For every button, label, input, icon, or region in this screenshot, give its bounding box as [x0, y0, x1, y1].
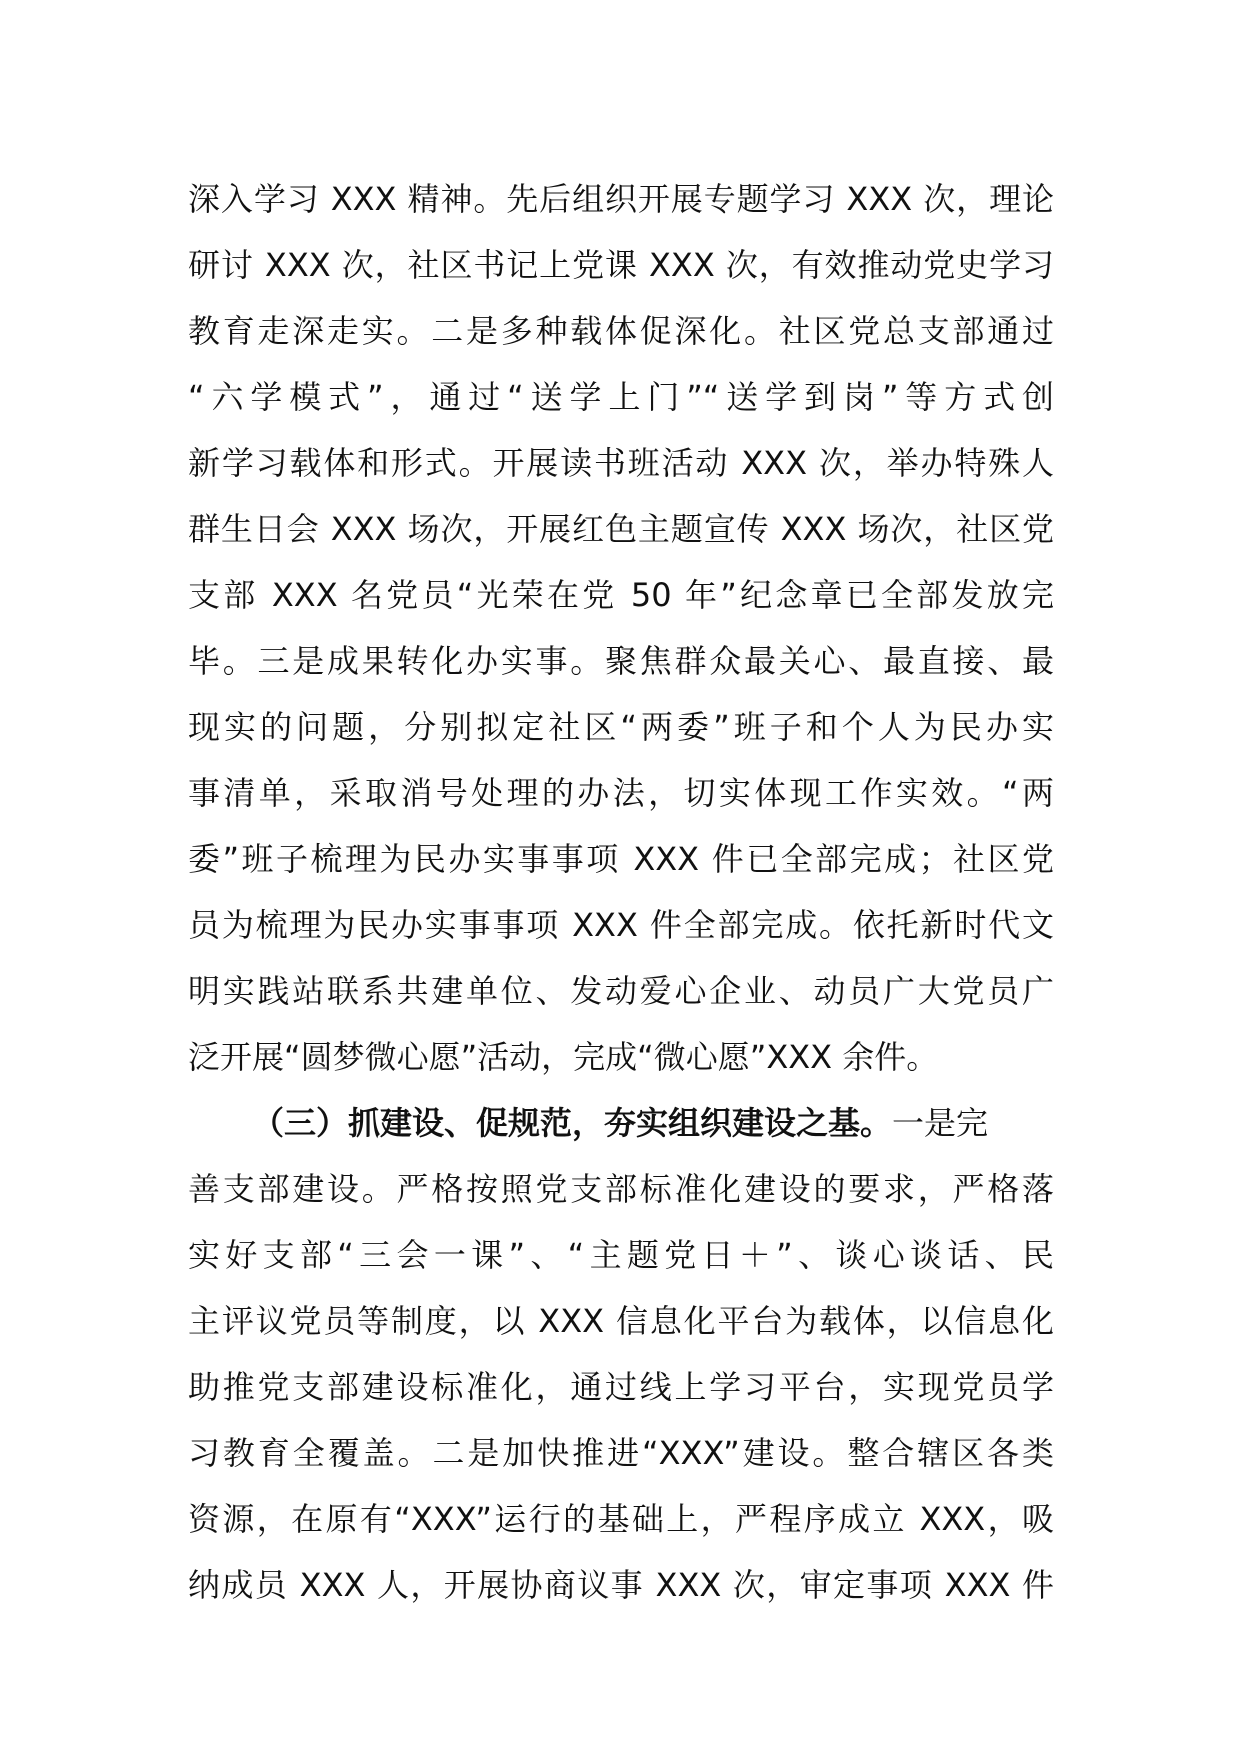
text-line: 支部 XXX 名党员“光荣在党 50 年”纪念章已全部发放完 [188, 576, 1054, 614]
text-line: 习教育全覆盖。二是加快推进“XXX”建设。整合辖区各类 [188, 1434, 1054, 1472]
text-line: 深入学习 XXX 精神。先后组织开展专题学习 XXX 次，理论 [188, 180, 1054, 218]
text-line: 明实践站联系共建单位、发动爱心企业、动员广大党员广 [188, 972, 1054, 1010]
text-line: “六学模式”，通过“送学上门”“送学到岗”等方式创 [188, 378, 1054, 416]
text-line: 委”班子梳理为民办实事事项 XXX 件已全部完成；社区党 [188, 840, 1054, 878]
text-line: 善支部建设。严格按照党支部标准化建设的要求，严格落 [188, 1170, 1054, 1208]
section-heading: （三）抓建设、促规范，夯实组织建设之基。 [252, 1104, 893, 1142]
section-heading-line [188, 1090, 1054, 1156]
text-line: 员为梳理为民办实事事项 XXX 件全部完成。依托新时代文 [188, 906, 1054, 944]
text-line: 主评议党员等制度，以 XXX 信息化平台为载体，以信息化 [188, 1302, 1054, 1340]
heading-line-rest: 一是完 [892, 1104, 989, 1142]
text-line: 纳成员 XXX 人，开展协商议事 XXX 次，审定事项 XXX 件 [188, 1566, 1054, 1604]
paragraph-1 [188, 166, 1054, 1090]
text-line: 现实的问题，分别拟定社区“两委”班子和个人为民办实 [188, 708, 1054, 746]
text-line: 毕。三是成果转化办实事。聚焦群众最关心、最直接、最 [188, 642, 1054, 680]
text-line: 新学习载体和形式。开展读书班活动 XXX 次，举办特殊人 [188, 444, 1054, 482]
text-line: 研讨 XXX 次，社区书记上党课 XXX 次，有效推动党史学习 [188, 246, 1054, 284]
text-line: 助推党支部建设标准化，通过线上学习平台，实现党员学 [188, 1368, 1054, 1406]
text-line: 实好支部“三会一课”、“主题党日＋”、谈心谈话、民 [188, 1236, 1054, 1274]
text-line: 事清单，采取消号处理的办法，切实体现工作实效。“两 [188, 774, 1054, 812]
text-line: 群生日会 XXX 场次，开展红色主题宣传 XXX 场次，社区党 [188, 510, 1054, 548]
text-line: 泛开展“圆梦微心愿”活动，完成“微心愿”XXX 余件。 [188, 1038, 939, 1076]
text-line: 教育走深走实。二是多种载体促深化。社区党总支部通过 [188, 312, 1054, 350]
paragraph-2 [188, 1090, 1054, 1618]
text-line: 资源，在原有“XXX”运行的基础上，严程序成立 XXX，吸 [188, 1500, 1054, 1538]
document-body [188, 166, 1054, 1618]
